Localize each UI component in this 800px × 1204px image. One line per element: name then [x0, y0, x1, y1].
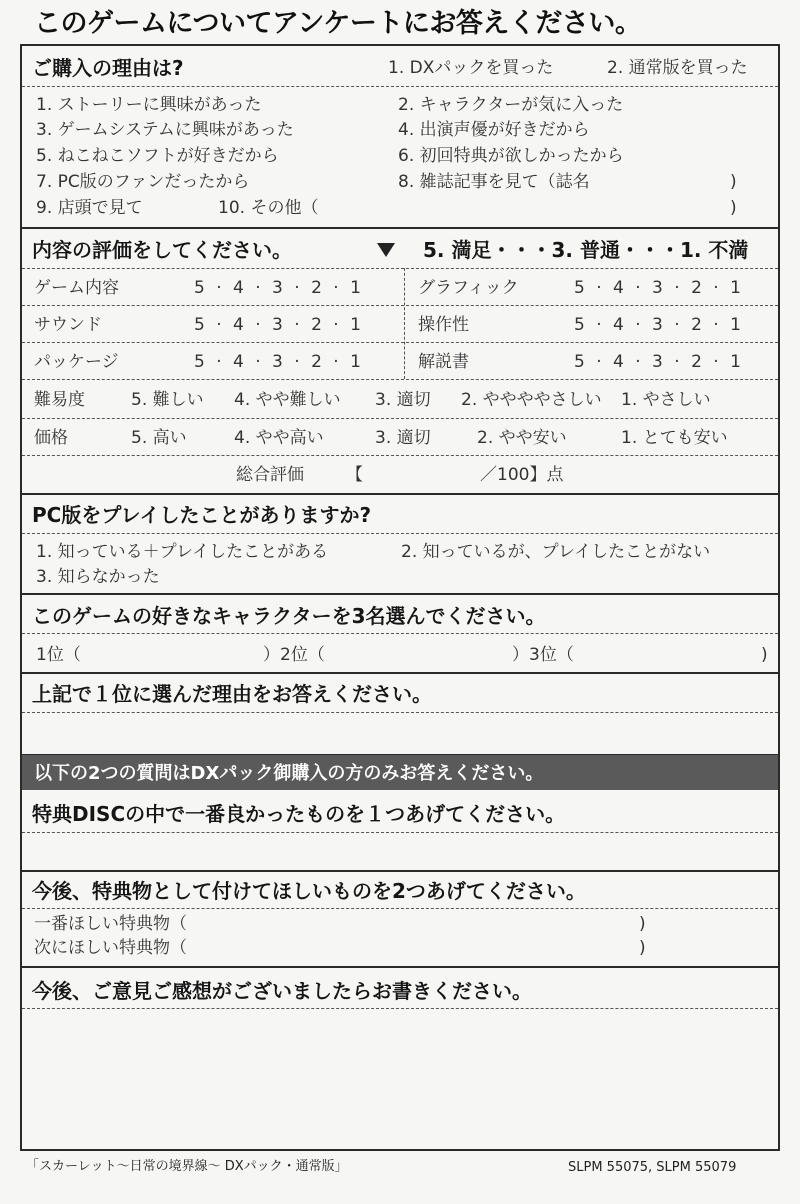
rating-item-label: グラフィック — [418, 278, 519, 298]
price-option[interactable]: 4. やや高い — [234, 428, 324, 448]
difficulty-option[interactable]: 2. ややややさしい — [461, 390, 602, 410]
bonus-disc-question: 特典DISCの中で一番良かったものを１つあげてください。 — [32, 802, 566, 826]
section-divider — [20, 672, 780, 674]
rating-scale[interactable]: 5 · 4 · 3 · 2 · 1 — [194, 278, 364, 298]
product-title: 「スカーレット〜日常の境界線〜 DXパック・通常版」 — [26, 1159, 348, 1174]
rating-scale[interactable]: 5 · 4 · 3 · 2 · 1 — [194, 315, 364, 335]
edition-normal-option[interactable]: 2. 通常版を買った — [607, 58, 748, 78]
rating-item-label: 解説書 — [418, 352, 469, 372]
reason-option[interactable]: 10. その他（ — [218, 198, 319, 218]
future-bonus-close-paren: ) — [639, 914, 646, 934]
price-option[interactable]: 3. 適切 — [375, 428, 431, 448]
down-triangle-icon — [377, 243, 395, 257]
dashed-rule — [22, 379, 778, 380]
section-divider — [20, 966, 780, 968]
purchase-question: ご購入の理由は? — [32, 56, 184, 80]
dashed-rule — [22, 533, 778, 534]
magazine-close-paren: ) — [730, 172, 737, 192]
reason-option[interactable]: 8. 雑誌記事を見て（誌名 — [398, 172, 590, 192]
dashed-rule — [22, 418, 778, 419]
section-divider — [20, 593, 780, 595]
rating-scale[interactable]: 5 · 4 · 3 · 2 · 1 — [574, 315, 744, 335]
dashed-rule — [22, 712, 778, 713]
overall-score-open-bracket: 【 — [346, 465, 363, 485]
reason-option[interactable]: 5. ねこねこソフトが好きだから — [36, 146, 279, 166]
edition-dx-option[interactable]: 1. DXパックを買った — [388, 58, 554, 78]
reason-option[interactable]: 7. PC版のファンだったから — [36, 172, 250, 192]
rating-item-label: 操作性 — [418, 315, 469, 335]
reason-option[interactable]: 1. ストーリーに興味があった — [36, 95, 262, 115]
section-divider — [20, 227, 780, 229]
bonus-disc-answer-field[interactable] — [22, 834, 778, 868]
reason-option[interactable]: 9. 店頭で見て — [36, 198, 143, 218]
dashed-rule — [22, 86, 778, 87]
characters-question: このゲームの好きなキャラクターを3名選んでください。 — [32, 604, 546, 628]
other-close-paren: ) — [730, 198, 737, 218]
reason-option[interactable]: 6. 初回特典が欲しかったから — [398, 146, 624, 166]
dashed-rule — [22, 305, 778, 306]
comments-textarea[interactable] — [22, 1010, 778, 1148]
difficulty-option[interactable]: 1. やさしい — [621, 390, 711, 410]
first-choice-reason-question: 上記で１位に選んだ理由をお答えください。 — [32, 682, 432, 706]
rating-item-label: サウンド — [34, 315, 102, 335]
character-rank3-field[interactable]: ）3位（ — [512, 645, 574, 665]
overall-score-label: 総合評価 — [236, 465, 304, 485]
difficulty-option[interactable]: 5. 難しい — [131, 390, 204, 410]
rating-scale-legend: 5. 満足・・・3. 普通・・・1. 不満 — [423, 238, 749, 262]
dashed-rule — [22, 342, 778, 343]
future-bonus-question: 今後、特典物として付けてほしいものを2つあげてください。 — [32, 879, 586, 903]
pc-version-option[interactable]: 3. 知らなかった — [36, 567, 160, 587]
pc-version-question: PC版をプレイしたことがありますか? — [32, 503, 372, 527]
price-option[interactable]: 5. 高い — [131, 428, 187, 448]
rating-scale[interactable]: 5 · 4 · 3 · 2 · 1 — [194, 352, 364, 372]
rating-scale[interactable]: 5 · 4 · 3 · 2 · 1 — [574, 278, 744, 298]
rating-column-divider — [404, 268, 405, 379]
rating-scale[interactable]: 5 · 4 · 3 · 2 · 1 — [574, 352, 744, 372]
price-label: 価格 — [34, 428, 68, 448]
reason-option[interactable]: 2. キャラクターが気に入った — [398, 95, 624, 115]
reason-option[interactable]: 4. 出演声優が好きだから — [398, 120, 590, 140]
difficulty-label: 難易度 — [34, 390, 85, 410]
comments-question: 今後、ご意見ご感想がございましたらお書きください。 — [32, 979, 532, 1003]
first-choice-reason-field[interactable] — [22, 714, 778, 752]
pc-version-option[interactable]: 2. 知っているが、プレイしたことがない — [401, 542, 711, 562]
rating-question: 内容の評価をしてください。 — [32, 238, 292, 262]
character-close-paren: ) — [761, 645, 768, 665]
reason-option[interactable]: 3. ゲームシステムに興味があった — [36, 120, 294, 140]
price-option[interactable]: 2. やや安い — [477, 428, 567, 448]
product-codes: SLPM 55075, SLPM 55079 — [568, 1160, 737, 1175]
character-rank1-field[interactable]: 1位（ — [36, 645, 81, 665]
dashed-rule — [22, 908, 778, 909]
rating-item-label: パッケージ — [34, 352, 119, 372]
page-title: このゲームについてアンケートにお答えください。 — [34, 8, 642, 39]
dashed-rule — [22, 633, 778, 634]
section-divider — [20, 870, 780, 872]
dashed-rule — [22, 268, 778, 269]
future-bonus-close-paren: ) — [639, 938, 646, 958]
pc-version-option[interactable]: 1. 知っている＋プレイしたことがある — [36, 542, 329, 562]
price-option[interactable]: 1. とても安い — [621, 428, 728, 448]
dashed-rule — [22, 832, 778, 833]
dx-only-banner-text: 以下の2つの質問はDXパック御購入の方のみお答えください。 — [34, 763, 544, 784]
character-rank2-field[interactable]: ）2位（ — [263, 645, 325, 665]
dashed-rule — [22, 1008, 778, 1009]
section-divider — [20, 493, 780, 495]
difficulty-option[interactable]: 4. やや難しい — [234, 390, 341, 410]
future-bonus-first-field[interactable]: 一番ほしい特典物（ — [34, 914, 187, 934]
overall-score-field[interactable]: ／100】点 — [480, 465, 564, 485]
rating-item-label: ゲーム内容 — [34, 278, 119, 298]
future-bonus-second-field[interactable]: 次にほしい特典物（ — [34, 938, 187, 958]
dashed-rule — [22, 455, 778, 456]
difficulty-option[interactable]: 3. 適切 — [375, 390, 431, 410]
